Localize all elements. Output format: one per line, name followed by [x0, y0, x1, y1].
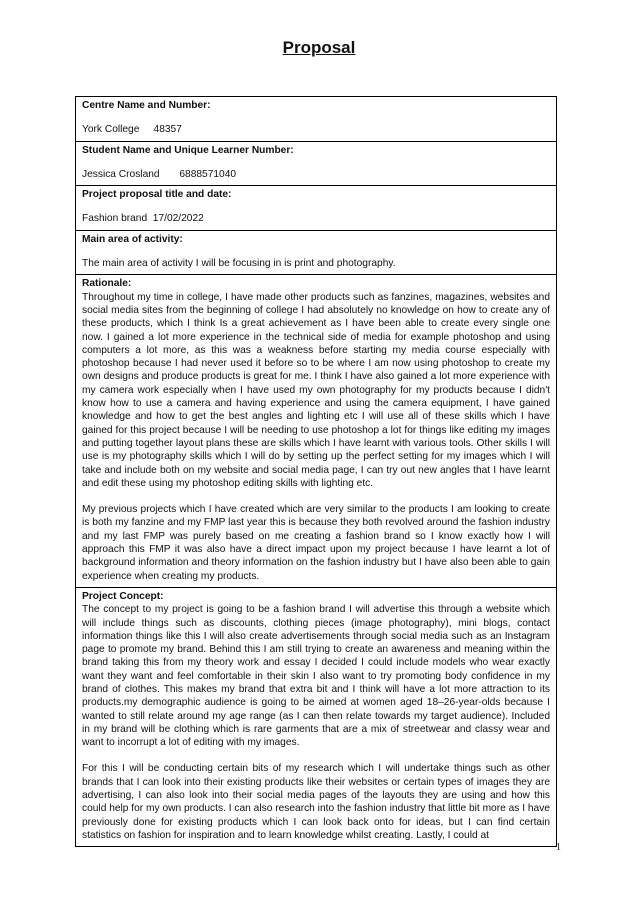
concept-paragraph-1: The concept to my project is going to be a fashion brand I will advertise this through a website which will include things such as discounts, clothing pieces (image photography), mini blogs, contact information things like this I will also create advertisements through social media such as an Instagram page to promote my brand. Behind this I am still trying to create an awareness and meaning within the brand taking this from my theory work and essay I decided I could include models who wear exactly want they want and feel comfortable in their skin I also want to try promoting body confidence in my brand of clothes. This makes my brand that extra bit and I think will have a lot more attraction to its products.my demographic audience is going to be aimed at women aged 18–26-year-olds because I wanted to still relate around my age range (as I can then relate towards my target audience). Included in my brand will be clothing which is rare garments that are a mix of streetwear and classy wear and want to incorrupt a lot of editing with my images.	[82, 604, 550, 749]
page-number: 1	[556, 842, 561, 853]
activity-label: Main area of activity:	[82, 233, 183, 245]
rationale-paragraph-2: My previous projects which I have created which are very similar to the products I am looking to create is both my fanzine and my FMP last year this is because they both revolved around the fashion industry and my last FMP was purely based on me creating a fashion brand so I know exactly how I will approach this FMP it was also have a direct impact upon my project because I have learnt a lot of background information and theory information on the fashion industry but I have also been able to gain experience when creating my products.	[82, 504, 550, 582]
student-section	[76, 141, 556, 186]
centre-label: Centre Name and Number:	[82, 100, 211, 111]
centre-value: York College 48357	[82, 124, 182, 136]
concept-section	[76, 587, 556, 846]
rationale-label: Rationale:	[82, 278, 132, 290]
project-title-section	[76, 185, 556, 230]
activity-value: The main area of activity I will be focusing in is print and photography.	[82, 258, 396, 270]
rationale-paragraph-1: Throughout my time in college, I have made other products such as fanzines, magazines, websites and social media sites from the beginning of college I had absolutely no knowledge on how to create any of these products, which I think Is a great achievement as I have been able to create every single one now. I gained a lot more experience in the technical side of media for example photoshop and using computers a lot more, as this was a weakness before starting my media course especially with photoshop because I had never used it before so to be where I am now using photoshop to create my own designs and produce products is great for me. I think I have also gained a lot more experience with my camera work especially when I have used my own photography for my products because I didn't know how to use a camera and having experience and using the camera equipment, I have gained knowledge and how to get the best angles and lighting etc I will use all of these skills which I have gained for this project because I will be needing to use photoshop a lot for things like editing my images and putting together layout plans these are skills which I have learnt with various tools. Other skills I will use is my photography skills which I will do by setting up the perfect setting for my images which I will take and include both on my website and social media page, I can try out new angles that I have learnt and edit these using my photoshop editing skills with lighting etc.	[82, 291, 550, 489]
centre-section	[76, 97, 556, 141]
student-value: Jessica Crosland 6888571040	[82, 168, 237, 180]
concept-paragraph-2: For this I will be conducting certain bits of my research which I will undertake things such as other brands that I can look into their existing products like their websites or certain types of images they are advertising, I can also look into their social media pages of the layouts they are using and how this could help for my own products. I can also research into the fashion industry that little bit more as I have previously done for existing products which I can look back onto for ideas, but I can find certain statistics on fashion for inspiration and to learn knowledge whilst creating. Lastly, I could at	[82, 763, 550, 841]
rationale-section	[76, 274, 556, 587]
page-title: Proposal	[282, 38, 356, 57]
activity-section	[76, 230, 556, 275]
project-title-value: Fashion brand 17/02/2022	[82, 213, 204, 225]
project-title-label: Project proposal title and date:	[82, 189, 232, 201]
student-label: Student Name and Unique Learner Number:	[82, 144, 294, 156]
proposal-form	[75, 96, 557, 847]
concept-label: Project Concept:	[82, 590, 164, 602]
